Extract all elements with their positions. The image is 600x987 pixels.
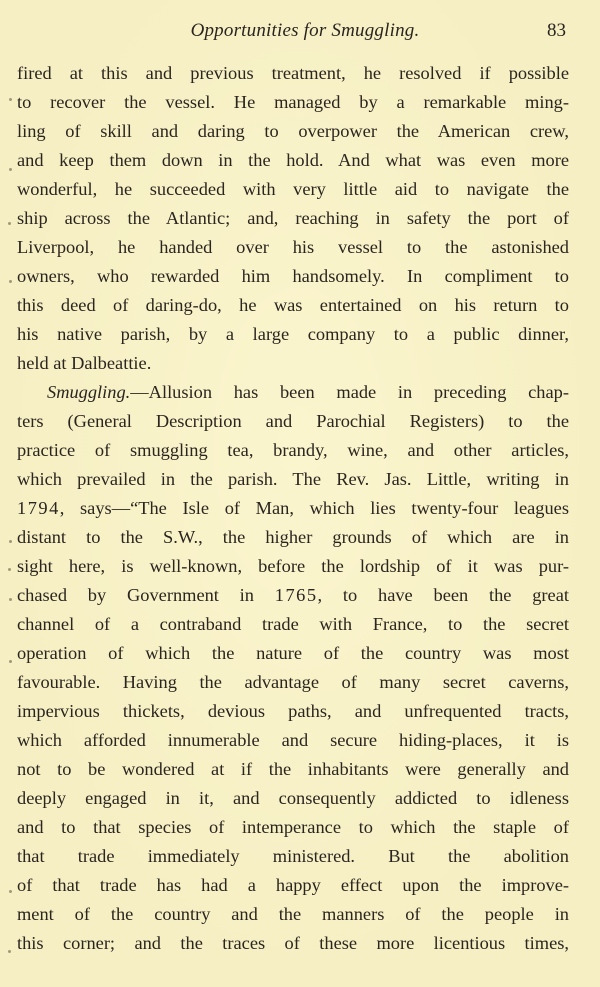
text-line: ling of skill and daring to overpower the American crew, — [17, 121, 569, 141]
text-line: impervious thickets, devious paths, and unfrequented tracts, — [17, 701, 569, 721]
running-head — [0, 17, 600, 45]
scan-speck — [8, 568, 11, 571]
text-line-1765-after: , to have been the great — [317, 585, 569, 605]
text-line: ment of the country and the manners of the people in — [17, 904, 569, 924]
text-line: favourable. Having the advantage of many secret caverns, — [17, 672, 569, 692]
text-line: and to that species of intemperance to which the staple of — [17, 817, 569, 837]
text-line-1794-rest: , says—“The Isle of Man, which lies twenty-four leagues — [59, 498, 569, 518]
text-line: this corner; and the traces of these more licentious times, — [17, 933, 569, 953]
text-line: operation of which the nature of the country was most — [17, 643, 569, 663]
text-line: distant to the S.W., the higher grounds of which are in — [17, 527, 569, 547]
text-line: practice of smuggling tea, brandy, wine, and other articles, — [17, 440, 569, 460]
text-line: ters (General Description and Parochial Registers) to the — [17, 411, 569, 431]
text-line: not to be wondered at if the inhabitants were generally and — [17, 759, 569, 779]
text-line: sight here, is well-known, before the lordship of it was pur- — [17, 556, 569, 576]
year-1765: 1765 — [274, 585, 318, 605]
text-line: deeply engaged in it, and consequently addicted to idleness — [17, 788, 569, 808]
text-line: that trade immediately ministered. But the abolition — [17, 846, 569, 866]
running-title: Opportunities for Smuggling. — [190, 20, 420, 41]
scan-speck — [9, 540, 12, 543]
text-line-1794 — [17, 494, 569, 523]
text-line: and keep them down in the hold. And what was even more — [17, 150, 569, 170]
body-text — [17, 59, 569, 958]
text-line: of that trade has had a happy effect upon the improve- — [17, 875, 569, 895]
text-line: channel of a contraband trade with France, to the secret — [17, 614, 569, 634]
scan-speck — [9, 660, 12, 663]
text-line: owners, who rewarded him handsomely. In compliment to — [17, 266, 569, 286]
scan-speck — [8, 950, 11, 953]
text-line: wonderful, he succeeded with very little aid to navigate the — [17, 179, 569, 199]
text-line: to recover the vessel. He managed by a remarkable ming- — [17, 92, 569, 112]
scan-speck — [9, 890, 12, 893]
text-line: Liverpool, he handed over his vessel to the astonished — [17, 237, 569, 257]
text-line: fired at this and previous treatment, he resolved if possible — [17, 63, 569, 83]
section-first-line-text: —Allusion has been made in preceding chap- — [130, 382, 569, 402]
scan-speck — [9, 98, 12, 101]
text-line: this deed of daring-do, he was entertained on his return to — [17, 295, 569, 315]
text-line: which afforded innumerable and secure hiding-places, it is — [17, 730, 569, 750]
scan-speck — [9, 598, 12, 601]
text-line-1765 — [17, 581, 569, 610]
page-number: 83 — [547, 20, 566, 41]
text-line: his native parish, by a large company to a public dinner, — [17, 324, 569, 344]
section-heading-smuggling: Smuggling. — [47, 382, 131, 402]
text-line-1765-before: chased by Government in — [17, 585, 275, 605]
scan-speck — [8, 222, 11, 225]
scan-speck — [9, 168, 12, 171]
paragraph-end-line: held at Dalbeattie. — [17, 353, 152, 373]
text-line: ship across the Atlantic; and, reaching in safety the port of — [17, 208, 569, 228]
section-first-line — [17, 378, 569, 407]
year-1794: 1794 — [17, 498, 60, 518]
scan-speck — [9, 280, 12, 283]
text-line: which prevailed in the parish. The Rev. Jas. Little, writing in — [17, 469, 569, 489]
